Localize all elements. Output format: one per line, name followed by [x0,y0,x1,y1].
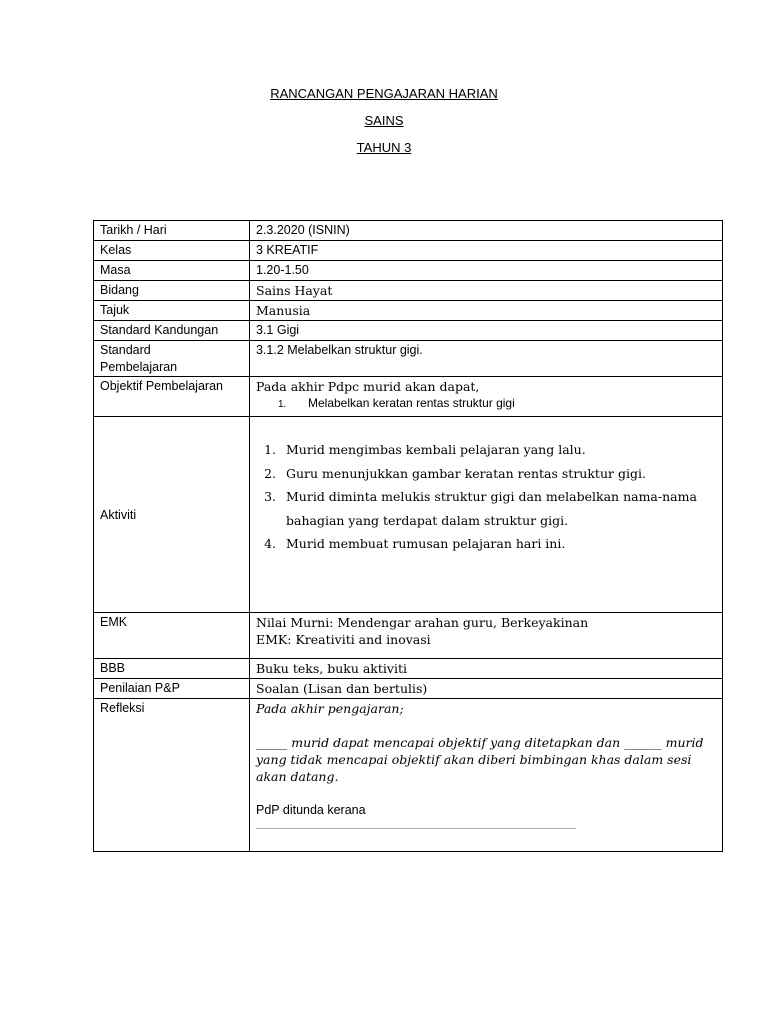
refleksi-label: Refleksi [94,699,250,852]
refleksi-line2: _____ murid dapat mencapai objektif yang ditetapkan dan ______ murid yang tidak mencapai objektif akan diberi bimbingan khas dalam sesi akan datang. [256,735,704,784]
objektif-item-text: Melabelkan keratan rentas struktur gigi [308,396,515,410]
objektif-label: Objektif Pembelajaran [94,377,250,417]
emk-line2: EMK: Kreativiti and inovasi [256,632,431,647]
aktiviti-item-4: 4. Murid membuat rumusan pelajaran hari ini. [280,532,716,556]
aktiviti-label: Aktiviti [94,417,250,613]
kelas-label: Kelas [94,241,250,261]
objektif-value [250,377,723,417]
standard-pembelajaran-label-line1: Standard [100,343,151,357]
row-objektif [94,377,723,417]
aktiviti-value [250,417,723,613]
aktiviti-list [256,438,716,556]
row-kelas [94,241,723,261]
objektif-item [256,395,716,413]
kelas-value: 3 KREATIF [250,241,723,261]
subject-heading: SAINS [364,113,404,128]
row-standard-pembelajaran [94,341,723,377]
penilaian-value: Soalan (Lisan dan bertulis) [250,679,723,699]
row-emk [94,613,723,659]
standard-kandungan-value: 3.1 Gigi [250,321,723,341]
refleksi-line1: Pada akhir pengajaran; [256,701,404,716]
refleksi-value [250,699,723,852]
emk-label: EMK [94,613,250,659]
bbb-value: Buku teks, buku aktiviti [250,659,723,679]
row-tajuk [94,301,723,321]
objektif-item-number: 1. [278,399,287,410]
tarikh-value: 2.3.2020 (ISNIN) [250,221,723,241]
row-penilaian [94,679,723,699]
standard-pembelajaran-label-line2: Pembelajaran [100,360,178,374]
row-tarikh [94,221,723,241]
emk-line1: Nilai Murni: Mendengar arahan guru, Berkeyakinan [256,615,589,630]
lesson-plan-table [93,220,723,852]
year-heading: TAHUN 3 [356,140,412,155]
refleksi-line4: ________________________________________________________________________________ [256,820,576,829]
aktiviti-item-1: 1. Murid mengimbas kembali pelajaran yang lalu. [280,438,716,462]
penilaian-label: Penilaian P&P [94,679,250,699]
masa-value: 1.20-1.50 [250,261,723,281]
emk-value [250,613,723,659]
document-title: RANCANGAN PENGAJARAN HARIAN [270,86,498,101]
bbb-label: BBB [94,659,250,679]
standard-pembelajaran-value: 3.1.2 Melabelkan struktur gigi. [250,341,723,377]
tarikh-label: Tarikh / Hari [94,221,250,241]
tajuk-label: Tajuk [94,301,250,321]
objektif-intro: Pada akhir Pdpc murid akan dapat, [256,379,480,394]
refleksi-line3: PdP ditunda kerana [256,803,366,817]
row-refleksi [94,699,723,852]
document-headings [0,86,768,167]
row-aktiviti [94,417,723,613]
aktiviti-item-2: 2. Guru menunjukkan gambar keratan rentas struktur gigi. [280,462,716,486]
bidang-value: Sains Hayat [250,281,723,301]
masa-label: Masa [94,261,250,281]
row-bidang [94,281,723,301]
row-standard-kandungan [94,321,723,341]
bidang-label: Bidang [94,281,250,301]
row-bbb [94,659,723,679]
row-masa [94,261,723,281]
aktiviti-item-3: 3. Murid diminta melukis struktur gigi dan melabelkan nama-nama bahagian yang terdapat dalam struktur gigi. [280,485,716,532]
standard-kandungan-label: Standard Kandungan [94,321,250,341]
standard-pembelajaran-label [94,341,250,377]
tajuk-value: Manusia [250,301,723,321]
